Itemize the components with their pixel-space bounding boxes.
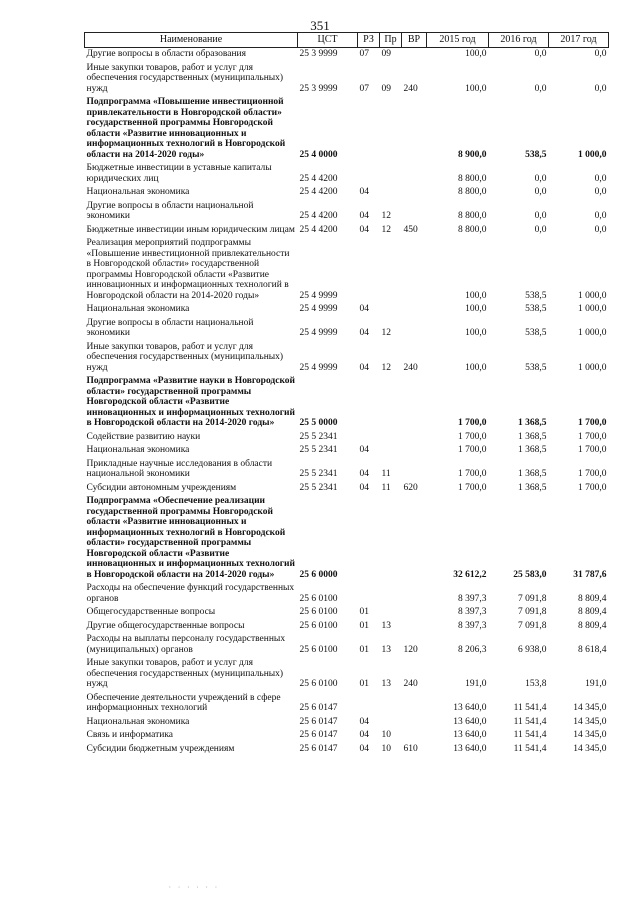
cell-y2015: 8 800,0 — [458, 187, 487, 197]
cell-y2017: 8 809,4 — [578, 620, 607, 631]
header-2015: 2015 год — [427, 33, 489, 48]
cell-y2015: 100,0 — [465, 49, 487, 59]
table-row — [85, 692, 609, 716]
cell-y2016: 0,0 — [534, 211, 547, 221]
cell-rz: 01 — [359, 620, 369, 631]
cell-y2015: 100,0 — [465, 304, 487, 314]
cell-y2017: 1 700,0 — [578, 431, 607, 442]
cell-y2016: 11 541,4 — [513, 703, 547, 713]
table-row — [85, 716, 609, 730]
cell-y2017: 8 809,4 — [578, 593, 607, 604]
cell-y2017: 1 000,0 — [578, 304, 607, 314]
cell-vr — [402, 692, 427, 716]
cell-name: Содействие развитию науки — [86, 431, 201, 442]
cell-vr: 610 — [403, 743, 418, 754]
cell-name: Национальная экономика — [86, 445, 190, 455]
cell-name: Субсидии автономным учреждениям — [86, 482, 237, 493]
header-2017: 2017 год — [549, 33, 609, 48]
cell-y2016: 11 541,4 — [513, 730, 547, 740]
cell-y2016: 25 583,0 — [513, 569, 547, 580]
footer-mark: · · · · · · — [168, 884, 219, 891]
cell-rz: 04 — [359, 304, 369, 314]
cell-rz — [358, 582, 380, 606]
cell-y2015: 1 700,0 — [458, 482, 487, 493]
cell-y2016: 7 091,8 — [518, 593, 547, 604]
cell-y2015: 8 800,0 — [458, 173, 487, 184]
cell-cst: 25 6 0000 — [299, 569, 338, 580]
header-pr: Пр — [380, 33, 402, 48]
cell-pr — [380, 303, 402, 317]
cell-pr: 13 — [381, 679, 391, 689]
cell-rz — [358, 237, 380, 303]
table-row — [85, 743, 609, 757]
cell-rz: 04 — [359, 445, 369, 455]
cell-cst: 25 6 0147 — [299, 703, 338, 713]
cell-vr — [402, 729, 427, 743]
cell-y2015: 100,0 — [465, 362, 487, 373]
cell-pr — [380, 96, 402, 162]
table-row — [85, 62, 609, 97]
cell-pr — [380, 186, 402, 200]
cell-name: Национальная экономика — [86, 716, 190, 727]
cell-pr — [380, 375, 402, 431]
cell-cst: 25 3 9999 — [299, 49, 338, 59]
table-row — [85, 444, 609, 458]
cell-y2017: 14 345,0 — [573, 716, 607, 727]
cell-cst: 25 4 9999 — [299, 328, 338, 338]
cell-cst: 25 4 9999 — [299, 304, 338, 314]
cell-y2016: 11 541,4 — [513, 743, 547, 754]
cell-y2017: 14 345,0 — [573, 743, 607, 754]
cell-y2016: 0,0 — [534, 224, 547, 235]
cell-vr — [402, 186, 427, 200]
cell-rz — [358, 431, 380, 445]
cell-name: Другие вопросы в области национальной экономики — [86, 317, 254, 338]
cell-y2015: 1 700,0 — [458, 445, 487, 455]
cell-y2017: 1 700,0 — [578, 469, 607, 479]
cell-rz: 04 — [359, 224, 369, 235]
cell-vr — [402, 200, 427, 224]
cell-cst: 25 6 0100 — [299, 607, 338, 617]
cell-vr — [402, 96, 427, 162]
cell-y2016: 7 091,8 — [518, 620, 547, 631]
table-row — [85, 237, 609, 303]
cell-rz: 04 — [359, 482, 369, 493]
cell-rz — [358, 495, 380, 582]
cell-y2015: 13 640,0 — [453, 730, 487, 740]
cell-vr — [402, 458, 427, 482]
cell-y2016: 0,0 — [534, 83, 547, 94]
table-row — [85, 582, 609, 606]
cell-y2016: 538,5 — [525, 290, 547, 301]
cell-cst: 25 6 0147 — [299, 716, 338, 727]
cell-y2017: 14 345,0 — [573, 703, 607, 713]
cell-y2015: 32 612,2 — [453, 569, 487, 580]
cell-pr — [380, 606, 402, 620]
table-row — [85, 317, 609, 341]
cell-rz — [358, 375, 380, 431]
cell-name: Обеспечение деятельности учреждений в сфере информационных технологий — [86, 692, 281, 713]
cell-y2016: 7 091,8 — [518, 607, 547, 617]
cell-y2015: 8 800,0 — [458, 211, 487, 221]
cell-pr: 12 — [381, 362, 391, 373]
table-row — [85, 200, 609, 224]
cell-pr: 09 — [381, 49, 391, 59]
cell-cst: 25 6 0147 — [299, 743, 338, 754]
cell-y2015: 100,0 — [465, 328, 487, 338]
cell-y2017: 31 787,6 — [573, 569, 607, 580]
header-2016: 2016 год — [489, 33, 549, 48]
header-cst: ЦСТ — [298, 33, 358, 48]
cell-pr — [380, 431, 402, 445]
table-row — [85, 657, 609, 692]
cell-name: Бюджетные инвестиции иным юридическим лицам — [86, 224, 295, 235]
cell-pr: 10 — [381, 730, 391, 740]
cell-cst: 25 6 0100 — [299, 593, 338, 604]
cell-cst: 25 4 9999 — [299, 362, 338, 373]
cell-name: Иные закупки товаров, работ и услуг для обеспечения государственных (муниципальных) нужд — [86, 658, 284, 689]
table-row — [85, 729, 609, 743]
cell-y2016: 538,5 — [525, 304, 547, 314]
cell-rz: 04 — [359, 730, 369, 740]
cell-y2016: 11 541,4 — [513, 716, 547, 727]
cell-name: Другие вопросы в области национальной экономики — [86, 200, 254, 221]
header-name: Наименование — [85, 33, 298, 48]
cell-rz: 04 — [359, 362, 369, 373]
cell-cst: 25 6 0100 — [299, 620, 338, 631]
cell-vr — [402, 303, 427, 317]
table-row — [85, 48, 609, 62]
cell-y2017: 8 809,4 — [578, 607, 607, 617]
cell-y2015: 100,0 — [465, 290, 487, 301]
cell-rz: 04 — [359, 211, 369, 221]
cell-pr: 13 — [381, 620, 391, 631]
cell-rz: 01 — [359, 644, 369, 655]
cell-name: Прикладные научные исследования в области национальной экономики — [86, 458, 273, 479]
cell-pr: 13 — [381, 644, 391, 655]
cell-y2017: 191,0 — [585, 679, 607, 689]
cell-name: Другие общегосударственные вопросы — [86, 620, 245, 631]
table-row — [85, 495, 609, 582]
cell-rz: 07 — [359, 83, 369, 94]
cell-y2017: 0,0 — [594, 83, 607, 94]
cell-name: Подпрограмма «Развитие науки в Новгородской области» государственной программы Новгородской области «Развитие инновационных и информационных технологий в Новгородской области на 2014-2020 годы» — [86, 376, 296, 428]
cell-y2015: 13 640,0 — [453, 703, 487, 713]
cell-vr — [402, 620, 427, 634]
cell-pr — [380, 582, 402, 606]
cell-cst: 25 3 9999 — [299, 83, 338, 94]
cell-name: Иные закупки товаров, работ и услуг для обеспечения государственных (муниципальных) нужд — [86, 62, 284, 94]
cell-vr — [402, 606, 427, 620]
cell-rz: 04 — [359, 187, 369, 197]
cell-y2017: 14 345,0 — [573, 730, 607, 740]
cell-vr — [402, 716, 427, 730]
table-header-row — [85, 33, 609, 48]
cell-pr: 10 — [381, 743, 391, 754]
cell-vr: 240 — [403, 362, 418, 373]
table-body — [85, 48, 609, 757]
cell-rz: 04 — [359, 469, 369, 479]
cell-rz: 04 — [359, 716, 369, 727]
cell-cst: 25 4 4200 — [299, 187, 338, 197]
table-row — [85, 375, 609, 431]
cell-y2016: 0,0 — [534, 49, 547, 59]
cell-cst: 25 5 0000 — [299, 418, 338, 428]
page-number: 351 — [310, 18, 330, 33]
cell-y2015: 13 640,0 — [453, 743, 487, 754]
cell-y2016: 1 368,5 — [518, 445, 547, 455]
table-row — [85, 482, 609, 496]
cell-pr: 12 — [381, 211, 391, 221]
cell-pr — [380, 444, 402, 458]
table-row — [85, 606, 609, 620]
cell-name: Иные закупки товаров, работ и услуг для обеспечения государственных (муниципальных) нужд — [86, 341, 284, 373]
table-row — [85, 96, 609, 162]
cell-pr — [380, 237, 402, 303]
cell-name: Другие вопросы в области образования — [86, 49, 246, 59]
cell-y2017: 1 700,0 — [578, 445, 607, 455]
cell-vr: 450 — [403, 224, 418, 235]
cell-y2015: 8 900,0 — [458, 149, 487, 160]
cell-y2017: 0,0 — [594, 173, 607, 184]
cell-cst: 25 4 4200 — [299, 173, 338, 184]
cell-vr — [402, 444, 427, 458]
header-rz: РЗ — [358, 33, 380, 48]
cell-pr: 09 — [381, 83, 391, 94]
cell-y2016: 153,8 — [525, 679, 547, 689]
table-row — [85, 633, 609, 657]
cell-vr — [402, 495, 427, 582]
cell-y2017: 1 700,0 — [578, 482, 607, 493]
cell-vr — [402, 317, 427, 341]
cell-y2016: 538,5 — [525, 362, 547, 373]
cell-cst: 25 5 2341 — [299, 469, 338, 479]
cell-y2017: 0,0 — [594, 211, 607, 221]
cell-y2017: 8 618,4 — [578, 644, 607, 655]
cell-y2016: 538,5 — [525, 149, 547, 160]
cell-cst: 25 6 0100 — [299, 644, 338, 655]
cell-name: Подпрограмма «Обеспечение реализации государственной программы Новгородской области «Развитие инновационных и информационных технологий в Новгородской области» государственной программы Новгородской области «Развитие инновационных и информационных технологий в Новгородской области на 2014-2020 годы» — [86, 496, 295, 580]
cell-y2017: 1 700,0 — [578, 418, 607, 428]
header-vr: ВР — [402, 33, 427, 48]
cell-rz — [358, 162, 380, 186]
cell-pr: 11 — [381, 482, 391, 493]
cell-y2016: 1 368,5 — [518, 431, 547, 442]
cell-pr — [380, 716, 402, 730]
cell-y2016: 1 368,5 — [518, 418, 547, 428]
cell-name: Реализация мероприятий подпрограммы «Повышение инвестиционной привлекательности в Новгородской области» государственной программы Новгородской области «Развитие инновационных и информационных технологий в Новгородской области на 2014-2020 годы» — [86, 238, 290, 301]
cell-y2015: 1 700,0 — [458, 418, 487, 428]
table-row — [85, 458, 609, 482]
cell-y2017: 0,0 — [594, 49, 607, 59]
cell-y2016: 538,5 — [525, 328, 547, 338]
cell-y2017: 1 000,0 — [578, 328, 607, 338]
cell-y2017: 1 000,0 — [578, 362, 607, 373]
cell-pr: 12 — [381, 328, 391, 338]
cell-vr — [402, 162, 427, 186]
cell-pr — [380, 495, 402, 582]
cell-cst: 25 4 4200 — [299, 211, 338, 221]
cell-rz — [358, 692, 380, 716]
cell-cst: 25 4 4200 — [299, 224, 338, 235]
cell-cst: 25 5 2341 — [299, 445, 338, 455]
cell-vr — [402, 582, 427, 606]
cell-y2015: 1 700,0 — [458, 431, 487, 442]
cell-pr: 12 — [381, 224, 391, 235]
cell-vr — [402, 237, 427, 303]
cell-rz — [358, 96, 380, 162]
cell-rz: 07 — [359, 49, 369, 59]
cell-cst: 25 4 0000 — [299, 149, 338, 160]
cell-vr: 620 — [403, 482, 418, 493]
cell-rz: 01 — [359, 679, 369, 689]
cell-y2017: 0,0 — [594, 187, 607, 197]
budget-table — [84, 32, 609, 756]
cell-cst: 25 4 9999 — [299, 290, 338, 301]
cell-y2016: 1 368,5 — [518, 482, 547, 493]
table-row — [85, 341, 609, 376]
cell-y2016: 6 938,0 — [518, 644, 547, 655]
cell-name: Национальная экономика — [86, 304, 190, 314]
cell-vr: 120 — [403, 644, 418, 655]
table-row — [85, 186, 609, 200]
cell-pr — [380, 692, 402, 716]
cell-rz: 04 — [359, 328, 369, 338]
cell-name: Субсидии бюджетным учреждениям — [86, 743, 235, 754]
cell-y2015: 8 397,3 — [458, 607, 487, 617]
cell-rz: 04 — [359, 743, 369, 754]
cell-y2015: 1 700,0 — [458, 469, 487, 479]
cell-name: Расходы на обеспечение функций государственных органов — [86, 583, 295, 604]
cell-name: Связь и информатика — [86, 730, 174, 740]
cell-y2015: 13 640,0 — [453, 716, 487, 727]
cell-cst: 25 5 2341 — [299, 431, 338, 442]
cell-y2015: 8 397,3 — [458, 593, 487, 604]
cell-pr — [380, 162, 402, 186]
cell-y2016: 0,0 — [534, 187, 547, 197]
cell-cst: 25 6 0147 — [299, 730, 338, 740]
cell-pr: 11 — [381, 469, 391, 479]
cell-y2015: 8 800,0 — [458, 224, 487, 235]
table-row — [85, 620, 609, 634]
cell-y2016: 0,0 — [534, 173, 547, 184]
cell-vr: 240 — [403, 679, 418, 689]
table-row — [85, 162, 609, 186]
cell-y2017: 1 000,0 — [578, 149, 607, 160]
cell-vr: 240 — [403, 83, 418, 94]
cell-name: Расходы на выплаты персоналу государственных (муниципальных) органов — [86, 634, 286, 655]
cell-y2017: 1 000,0 — [578, 290, 607, 301]
cell-name: Подпрограмма «Повышение инвестиционной привлекательности в Новгородской области» государственной программы Новгородской области «Развитие инновационных и информационных технологий в Новгородской области на 2014-2020 годы» — [86, 97, 286, 160]
cell-y2016: 1 368,5 — [518, 469, 547, 479]
cell-vr — [402, 48, 427, 62]
cell-y2015: 100,0 — [465, 83, 487, 94]
cell-name: Бюджетные инвестиции в уставные капиталы юридических лиц — [86, 163, 272, 184]
cell-vr — [402, 431, 427, 445]
cell-y2015: 191,0 — [465, 679, 487, 689]
cell-name: Национальная экономика — [86, 187, 190, 197]
table-row — [85, 303, 609, 317]
cell-y2015: 8 206,3 — [458, 644, 487, 655]
cell-cst: 25 6 0100 — [299, 679, 338, 689]
cell-rz: 01 — [359, 607, 369, 617]
cell-name: Общегосударственные вопросы — [86, 607, 216, 617]
cell-cst: 25 5 2341 — [299, 482, 338, 493]
cell-y2015: 8 397,3 — [458, 620, 487, 631]
cell-vr — [402, 375, 427, 431]
table-row — [85, 431, 609, 445]
cell-y2017: 0,0 — [594, 224, 607, 235]
table-row — [85, 224, 609, 238]
